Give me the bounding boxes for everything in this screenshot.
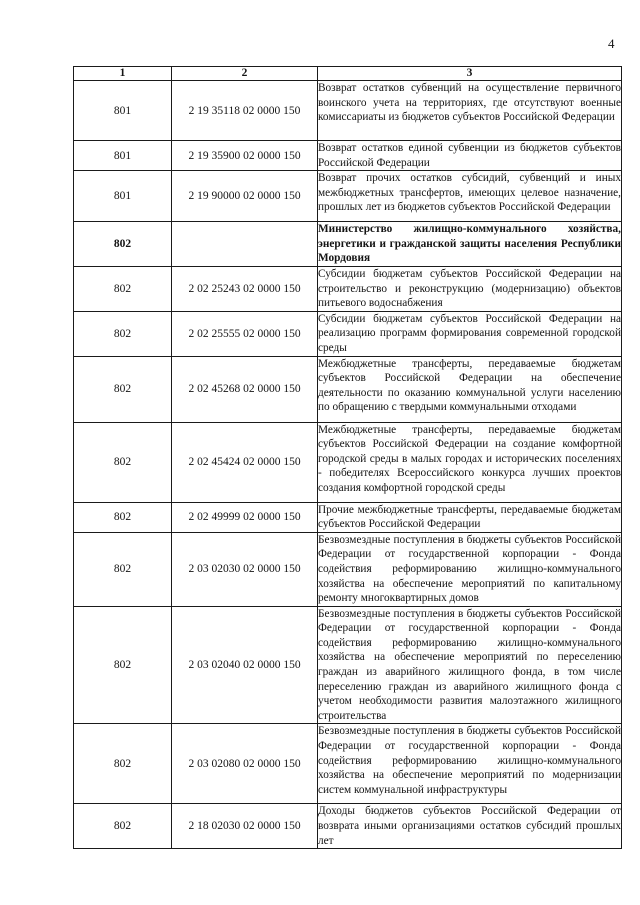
admin-code-cell: 802 <box>74 804 172 849</box>
admin-code-cell: 802 <box>74 422 172 502</box>
description-cell: Субсидии бюджетам субъектов Российской Федерации на реализацию программ формирования современной городской среды <box>318 311 622 356</box>
description-cell: Безвозмездные поступления в бюджеты субъектов Российской Федерации от государственной корпорации - Фонда содействия реформированию жилищно-коммунального хозяйства на обеспечение мероприятий по капитальному ремонту многоквартирных домов <box>318 532 622 606</box>
table-row <box>74 532 622 606</box>
table-row <box>74 804 622 849</box>
admin-code-cell: 802 <box>74 532 172 606</box>
description-cell: Межбюджетные трансферты, передаваемые бюджетам субъектов Российской Федерации на обеспечение деятельности по оказанию коммунальной услуги населению по обращению с твердыми коммунальными отходами <box>318 356 622 422</box>
budget-classification-table <box>73 66 622 849</box>
admin-code-cell: 802 <box>74 266 172 311</box>
admin-code-cell: 801 <box>74 81 172 141</box>
table-row <box>74 222 622 267</box>
description-cell: Доходы бюджетов субъектов Российской Федерации от возврата иными организациями остатков субсидий прошлых лет <box>318 804 622 849</box>
header-column-1: 1 <box>74 67 172 81</box>
table-row <box>74 356 622 422</box>
page-number: 4 <box>608 36 615 51</box>
admin-code-cell: 801 <box>74 141 172 171</box>
budget-code-cell: 2 02 25555 02 0000 150 <box>172 311 318 356</box>
budget-code-cell: 2 19 35118 02 0000 150 <box>172 81 318 141</box>
budget-code-cell: 2 03 02030 02 0000 150 <box>172 532 318 606</box>
header-column-2: 2 <box>172 67 318 81</box>
admin-code-cell: 801 <box>74 171 172 222</box>
table-row <box>74 724 622 804</box>
description-cell: Прочие межбюджетные трансферты, передаваемые бюджетам субъектов Российской Федерации <box>318 502 622 532</box>
admin-code-cell: 802 <box>74 724 172 804</box>
table-row <box>74 311 622 356</box>
budget-code-cell: 2 03 02080 02 0000 150 <box>172 724 318 804</box>
admin-code-cell: 802 <box>74 222 172 267</box>
table-row <box>74 502 622 532</box>
table-row <box>74 422 622 502</box>
budget-code-cell <box>172 222 318 267</box>
description-cell: Возврат остатков единой субвенции из бюджетов субъектов Российской Федерации <box>318 141 622 171</box>
budget-code-cell: 2 18 02030 02 0000 150 <box>172 804 318 849</box>
budget-code-cell: 2 19 35900 02 0000 150 <box>172 141 318 171</box>
table-row <box>74 266 622 311</box>
description-cell: Безвозмездные поступления в бюджеты субъектов Российской Федерации от государственной корпорации - Фонда содействия реформированию жилищно-коммунального хозяйства на обеспечение мероприятий по модернизации систем коммунальной инфраструктуры <box>318 724 622 804</box>
admin-code-cell: 802 <box>74 606 172 724</box>
header-column-3: 3 <box>318 67 622 81</box>
budget-code-cell: 2 02 45268 02 0000 150 <box>172 356 318 422</box>
description-cell: Возврат прочих остатков субсидий, субвенций и иных межбюджетных трансфертов, имеющих целевое назначение, прошлых лет из бюджетов субъектов Российской Федерации <box>318 171 622 222</box>
budget-code-cell: 2 02 45424 02 0000 150 <box>172 422 318 502</box>
table-row <box>74 141 622 171</box>
description-cell: Межбюджетные трансферты, передаваемые бюджетам субъектов Российской Федерации на создание комфортной городской среды в малых городах и исторических поселениях - победителях Всероссийского конкурса лучших проектов создания комфортной городской среды <box>318 422 622 502</box>
description-cell: Возврат остатков субвенций на осуществление первичного воинского учета на территориях, где отсутствуют военные комиссариаты из бюджетов субъектов Российской Федерации <box>318 81 622 141</box>
table-header-row <box>74 67 622 81</box>
description-cell: Безвозмездные поступления в бюджеты субъектов Российской Федерации от государственной корпорации - Фонда содействия реформированию жилищно-коммунального хозяйства на обеспечение мероприятий по переселению граждан из аварийного жилищного фонда, в том числе переселению граждан из аварийного жилищного фонда с учетом необходимости развития малоэтажного жилищного строительства <box>318 606 622 724</box>
description-cell: Субсидии бюджетам субъектов Российской Федерации на строительство и реконструкцию (модернизацию) объектов питьевого водоснабжения <box>318 266 622 311</box>
table-row <box>74 81 622 141</box>
admin-code-cell: 802 <box>74 356 172 422</box>
description-cell: Министерство жилищно-коммунального хозяйства, энергетики и гражданской защиты населения Республики Мордовия <box>318 222 622 267</box>
table-row <box>74 606 622 724</box>
admin-code-cell: 802 <box>74 502 172 532</box>
budget-code-cell: 2 02 49999 02 0000 150 <box>172 502 318 532</box>
budget-code-cell: 2 03 02040 02 0000 150 <box>172 606 318 724</box>
admin-code-cell: 802 <box>74 311 172 356</box>
budget-code-cell: 2 19 90000 02 0000 150 <box>172 171 318 222</box>
budget-code-cell: 2 02 25243 02 0000 150 <box>172 266 318 311</box>
table-row <box>74 171 622 222</box>
